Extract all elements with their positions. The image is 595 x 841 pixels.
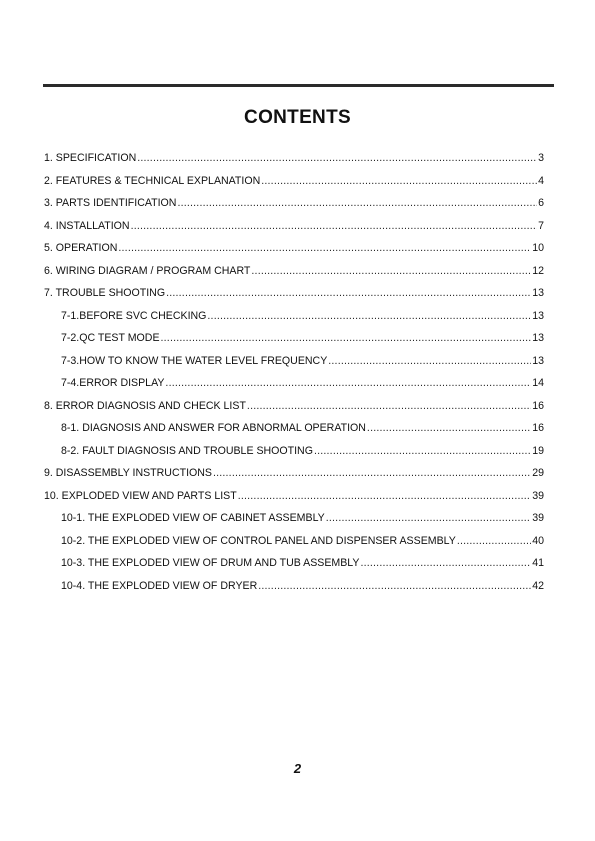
toc-leader-dots bbox=[314, 445, 531, 457]
toc-entry[interactable] bbox=[44, 422, 544, 445]
toc-entry[interactable] bbox=[44, 580, 544, 603]
toc-entry-page: 16 bbox=[532, 422, 544, 434]
toc-entry-label: 10. EXPLODED VIEW AND PARTS LIST bbox=[44, 489, 237, 502]
toc-entry[interactable] bbox=[44, 467, 544, 490]
toc-leader-dots bbox=[161, 332, 532, 344]
toc-entry[interactable] bbox=[44, 265, 544, 288]
toc-leader-dots bbox=[367, 422, 531, 434]
toc-entry[interactable] bbox=[44, 152, 544, 175]
toc-entry-page: 16 bbox=[532, 399, 544, 412]
toc-entry-page: 13 bbox=[532, 332, 544, 344]
toc-leader-dots bbox=[328, 355, 531, 367]
toc-leader-dots bbox=[166, 287, 531, 299]
toc-entry-label: 10-3. THE EXPLODED VIEW OF DRUM AND TUB ASSEMBLY bbox=[61, 557, 360, 569]
page-title: CONTENTS bbox=[244, 107, 351, 128]
toc-leader-dots bbox=[251, 265, 531, 277]
toc-entry-label: 4. INSTALLATION bbox=[44, 219, 130, 232]
toc-entry-label: 3. PARTS IDENTIFICATION bbox=[44, 197, 177, 209]
toc-entry-label: 7-1.BEFORE SVC CHECKING bbox=[61, 309, 207, 322]
toc-leader-dots bbox=[258, 580, 531, 592]
header-rule bbox=[43, 84, 554, 87]
toc-entry-label: 10-1. THE EXPLODED VIEW OF CABINET ASSEMBLY bbox=[61, 512, 325, 524]
toc-entry-label: 7. TROUBLE SHOOTING bbox=[44, 287, 166, 299]
toc-entry[interactable] bbox=[44, 220, 544, 243]
toc-entry-page: 13 bbox=[532, 309, 544, 322]
toc-entry[interactable] bbox=[44, 512, 544, 535]
toc-entry-page: 14 bbox=[532, 377, 544, 389]
toc-entry-page: 3 bbox=[538, 152, 544, 164]
toc-entry-page: 10 bbox=[532, 242, 544, 254]
toc-entry-page: 42 bbox=[532, 579, 544, 592]
toc-entry-page: 19 bbox=[532, 444, 544, 457]
toc-leader-dots bbox=[247, 400, 531, 412]
table-of-contents bbox=[44, 152, 544, 602]
toc-entry-page: 40 bbox=[532, 534, 544, 547]
toc-entry[interactable] bbox=[44, 355, 544, 378]
toc-leader-dots bbox=[131, 220, 538, 232]
toc-entry-page: 12 bbox=[532, 264, 544, 277]
toc-entry-page: 29 bbox=[532, 467, 544, 479]
toc-leader-dots bbox=[137, 152, 537, 164]
toc-leader-dots bbox=[118, 242, 531, 254]
toc-entry[interactable] bbox=[44, 557, 544, 580]
toc-entry-label: 8-2. FAULT DIAGNOSIS AND TROUBLE SHOOTING bbox=[61, 444, 313, 457]
toc-entry[interactable] bbox=[44, 490, 544, 513]
toc-entry-page: 13 bbox=[532, 287, 544, 299]
toc-entry-page: 39 bbox=[532, 489, 544, 502]
toc-entry-page: 13 bbox=[532, 354, 544, 367]
toc-entry-page: 4 bbox=[538, 174, 544, 187]
toc-entry-page: 7 bbox=[538, 219, 544, 232]
toc-leader-dots bbox=[165, 377, 531, 389]
toc-entry[interactable] bbox=[44, 535, 544, 558]
toc-leader-dots bbox=[457, 535, 531, 547]
toc-entry-page: 6 bbox=[538, 197, 544, 209]
toc-entry[interactable] bbox=[44, 175, 544, 198]
page-number: 2 bbox=[293, 761, 302, 776]
toc-entry[interactable] bbox=[44, 242, 544, 265]
toc-leader-dots bbox=[261, 175, 537, 187]
toc-leader-dots bbox=[207, 310, 531, 322]
toc-entry-label: 9. DISASSEMBLY INSTRUCTIONS bbox=[44, 467, 212, 479]
toc-entry-label: 7-2.QC TEST MODE bbox=[61, 332, 160, 344]
toc-entry[interactable] bbox=[44, 377, 544, 400]
toc-entry-label: 2. FEATURES & TECHNICAL EXPLANATION bbox=[44, 174, 261, 187]
toc-entry-page: 41 bbox=[532, 557, 544, 569]
toc-leader-dots bbox=[326, 512, 531, 524]
toc-entry[interactable] bbox=[44, 197, 544, 220]
toc-entry-label: 8. ERROR DIAGNOSIS AND CHECK LIST bbox=[44, 399, 246, 412]
toc-entry-label: 7-3.HOW TO KNOW THE WATER LEVEL FREQUENCY bbox=[61, 354, 328, 367]
toc-entry[interactable] bbox=[44, 445, 544, 468]
toc-entry[interactable] bbox=[44, 287, 544, 310]
toc-entry-label: 8-1. DIAGNOSIS AND ANSWER FOR ABNORMAL OPERATION bbox=[61, 422, 366, 434]
toc-entry-label: 1. SPECIFICATION bbox=[44, 152, 137, 164]
toc-entry[interactable] bbox=[44, 400, 544, 423]
toc-entry-label: 10-4. THE EXPLODED VIEW OF DRYER bbox=[61, 579, 258, 592]
toc-entry[interactable] bbox=[44, 310, 544, 333]
toc-entry-label: 5. OPERATION bbox=[44, 242, 118, 254]
toc-leader-dots bbox=[213, 467, 531, 479]
toc-leader-dots bbox=[238, 490, 531, 502]
toc-leader-dots bbox=[177, 197, 537, 209]
toc-entry-label: 7-4.ERROR DISPLAY bbox=[61, 377, 165, 389]
toc-entry-page: 39 bbox=[532, 512, 544, 524]
toc-leader-dots bbox=[360, 557, 531, 569]
toc-entry-label: 10-2. THE EXPLODED VIEW OF CONTROL PANEL AND DISPENSER ASSEMBLY bbox=[61, 534, 456, 547]
toc-entry[interactable] bbox=[44, 332, 544, 355]
toc-entry-label: 6. WIRING DIAGRAM / PROGRAM CHART bbox=[44, 264, 251, 277]
